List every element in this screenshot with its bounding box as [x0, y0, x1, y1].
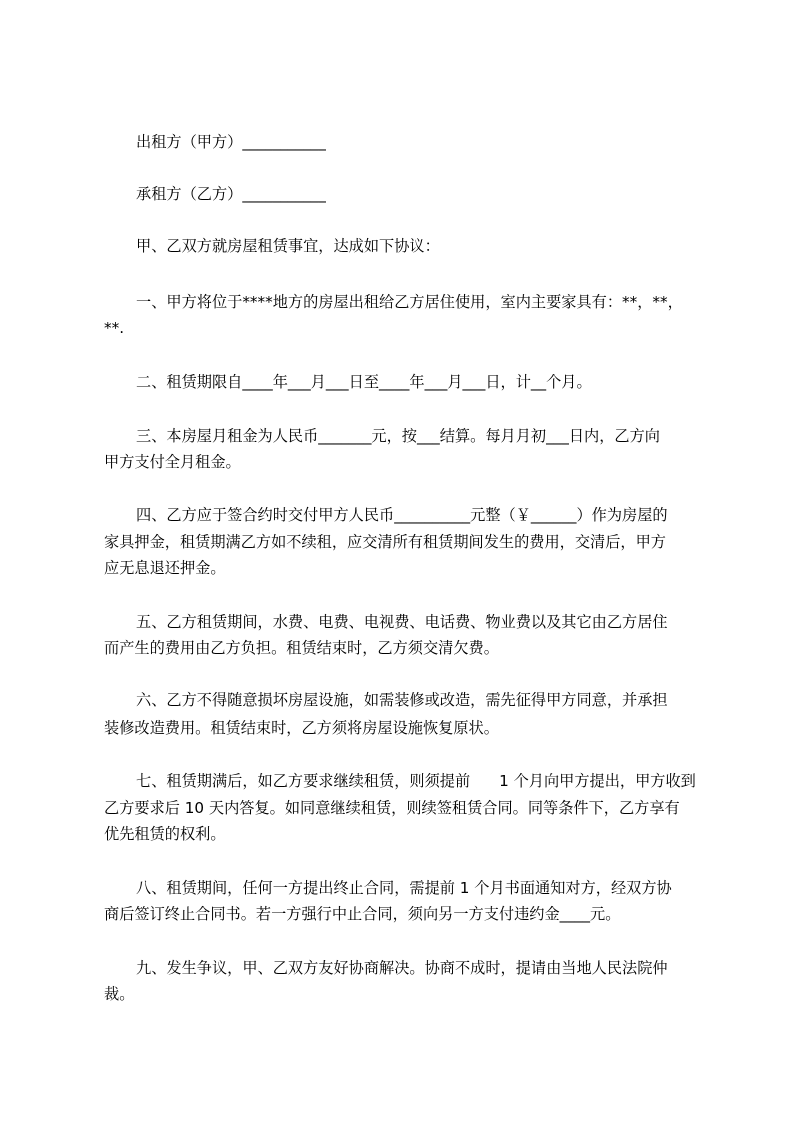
clause-9-line-2: 裁。	[104, 985, 135, 1003]
clause-6-line-2: 装修改造费用。租赁结束时，乙方须将房屋设施恢复原状。	[104, 719, 499, 737]
clause-4-line-2: 家具押金，租赁期满乙方如不续租，应交清所有租赁期间发生的费用，交清后，甲方	[104, 533, 666, 551]
clause-8-line-1: 八、租赁期间，任何一方提出终止合同，需提前 1 个月书面通知对方，经双方协	[136, 879, 672, 897]
clause-4-line-1: 四、乙方应于签合约时交付甲方人民币__________元整（￥______）作为房屋的	[136, 506, 668, 524]
clause-9-line-1: 九、发生争议，甲、乙双方友好协商解决。协商不成时，提请由当地人民法院仲	[136, 959, 668, 977]
clause-4-line-3: 应无息退还押金。	[104, 559, 226, 577]
clause-7-line-2: 乙方要求后 10 天内答复。如同意继续租赁，则续签租赁合同。同等条件下，乙方享有	[104, 799, 680, 817]
clause-3-line-1: 三、本房屋月租金为人民币_______元，按___结算。每月月初___日内，乙方向	[136, 427, 660, 445]
party-a-line: 出租方（甲方）___________	[136, 133, 326, 151]
party-b-line: 承租方（乙方）___________	[136, 185, 326, 203]
clause-2-line-1: 二、租赁期限自____年___月___日至____年___月___日，计__个月。	[136, 373, 592, 391]
clause-6-line-1: 六、乙方不得随意损坏房屋设施，如需装修或改造，需先征得甲方同意，并承担	[136, 691, 668, 709]
clause-1-line-1: 一、甲方将位于****地方的房屋出租给乙方居住使用，室内主要家具有：**，**，	[136, 293, 683, 311]
clause-1-line-2: **.	[104, 319, 125, 337]
clause-5-line-2: 而产生的费用由乙方负担。租赁结束时，乙方须交清欠费。	[104, 639, 499, 657]
clause-5-line-1: 五、乙方租赁期间，水费、电费、电视费、电话费、物业费以及其它由乙方居住	[136, 613, 668, 631]
agreement-intro: 甲、乙双方就房屋租赁事宜，达成如下协议：	[136, 237, 440, 255]
clause-7-line-3: 优先租赁的权利。	[104, 825, 226, 843]
clause-8-line-2: 商后签订终止合同书。若一方强行中止合同，须向另一方支付违约金____元。	[104, 905, 621, 923]
clause-7-line-1: 七、租赁期满后，如乙方要求继续租赁，则须提前 1 个月向甲方提出，甲方收到	[136, 772, 696, 790]
clause-3-line-2: 甲方支付全月租金。	[104, 453, 241, 471]
